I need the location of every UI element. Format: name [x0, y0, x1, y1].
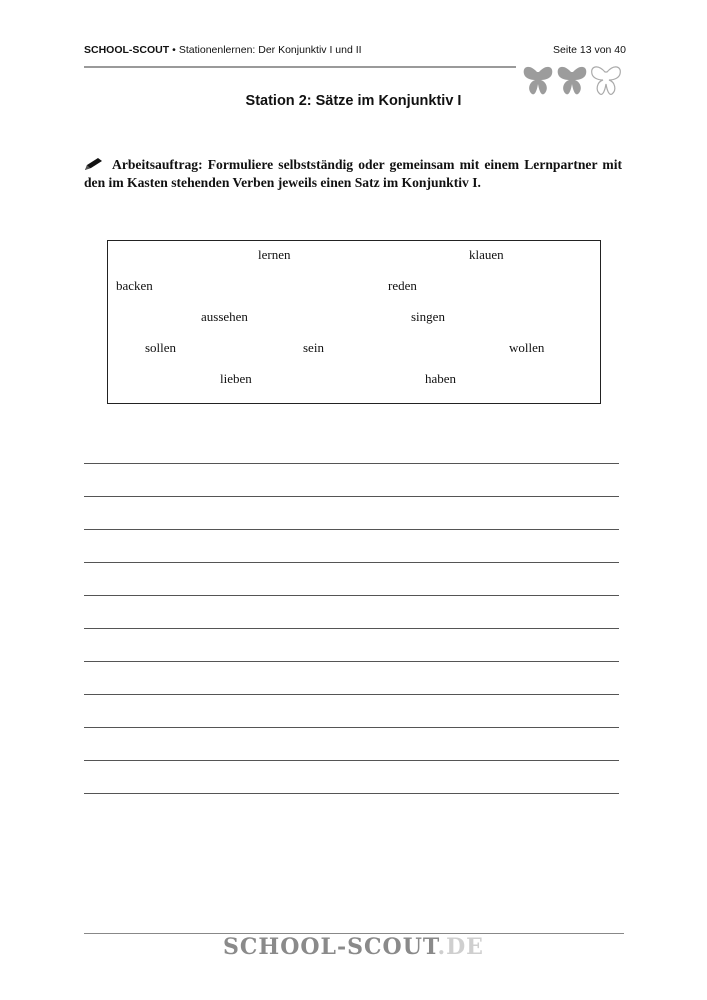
- header-brand: SCHOOL-SCOUT: [84, 44, 170, 56]
- verb-item: haben: [425, 371, 457, 386]
- verb-item: lernen: [258, 247, 291, 262]
- answer-line[interactable]: [84, 694, 619, 695]
- footer-logo-main: SCHOOL-SCOUT: [223, 934, 438, 960]
- footer-logo: [0, 934, 707, 960]
- verb-item: singen: [411, 309, 445, 324]
- verb-item: backen: [116, 278, 153, 293]
- butterfly-outline-icon: [592, 67, 621, 94]
- task-instruction: [84, 156, 622, 192]
- answer-line[interactable]: [84, 760, 619, 761]
- answer-line[interactable]: [84, 529, 619, 530]
- verb-item: klauen: [469, 247, 504, 262]
- task-text: Arbeitsauftrag: Formuliere selbstständig oder gemeinsam mit einem Lernpartner mit den im Kasten stehenden Verben jeweils einen Satz im Konjunktiv I.: [84, 157, 622, 190]
- header-rule: [84, 66, 516, 68]
- butterfly-icon: [524, 67, 553, 94]
- header-separator: •: [172, 44, 176, 56]
- footer-logo-domain: .DE: [437, 934, 484, 960]
- answer-line[interactable]: [84, 727, 619, 728]
- butterfly-icon: [558, 67, 587, 94]
- answer-line[interactable]: [84, 562, 619, 563]
- verb-item: sollen: [145, 340, 177, 355]
- verb-item: aussehen: [201, 309, 248, 324]
- header-subtitle: Stationenlernen: Der Konjunktiv I und II: [178, 44, 362, 56]
- answer-line[interactable]: [84, 496, 619, 497]
- verb-item: wollen: [509, 340, 545, 355]
- verb-item: lieben: [220, 371, 252, 386]
- answer-line[interactable]: [84, 463, 619, 464]
- verb-item: sein: [303, 340, 324, 355]
- answer-line[interactable]: [84, 595, 619, 596]
- page-number: Seite 13 von 40: [553, 44, 626, 56]
- page-title: Station 2: Sätze im Konjunktiv I: [245, 93, 462, 109]
- answer-line[interactable]: [84, 793, 619, 794]
- pencil-icon: [84, 157, 104, 171]
- verb-box: [107, 240, 601, 404]
- answer-line[interactable]: [84, 661, 619, 662]
- verb-item: reden: [388, 278, 417, 293]
- page-header: [84, 44, 626, 60]
- answer-line[interactable]: [84, 628, 619, 629]
